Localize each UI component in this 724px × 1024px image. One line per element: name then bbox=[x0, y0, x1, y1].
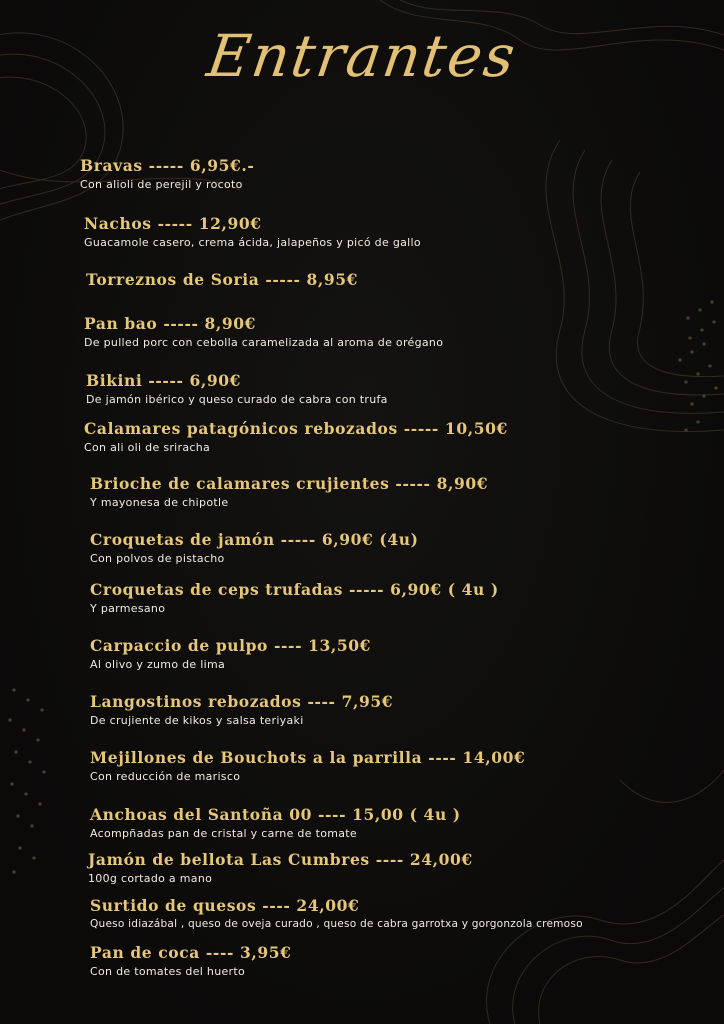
menu-item-anchoas bbox=[90, 805, 724, 840]
item-desc: 100g cortado a mano bbox=[88, 872, 213, 885]
item-name: Langostinos rebozados ---- 7,95€ bbox=[90, 692, 394, 711]
menu-item-torreznos bbox=[86, 270, 724, 289]
menu-item-calamares bbox=[84, 419, 724, 454]
item-name: Croquetas de ceps trufadas ----- 6,90€ ( 4u ) bbox=[90, 580, 499, 599]
item-desc: Con alioli de perejil y rocoto bbox=[80, 178, 243, 191]
menu-item-mejillones bbox=[90, 748, 724, 783]
item-name: Mejillones de Bouchots a la parrilla ---- 14,00€ bbox=[90, 748, 526, 767]
item-desc: De jamón ibérico y queso curado de cabra con trufa bbox=[86, 393, 388, 406]
item-desc: De pulled porc con cebolla caramelizada al aroma de orégano bbox=[84, 336, 444, 349]
item-desc: Con de tomates del huerto bbox=[90, 965, 246, 978]
item-name: Torreznos de Soria ----- 8,95€ bbox=[86, 270, 359, 289]
menu-item-bikini bbox=[86, 371, 724, 406]
item-desc: Al olivo y zumo de lima bbox=[90, 658, 226, 671]
item-desc: Queso idiazábal , queso de oveja curado , queso de cabra garrotxa y gorgonzola cremoso bbox=[90, 918, 583, 930]
item-name: Nachos ----- 12,90€ bbox=[84, 214, 262, 233]
menu-item-quesos bbox=[90, 896, 724, 930]
item-name: Bikini ----- 6,90€ bbox=[86, 371, 242, 390]
item-name: Jamón de bellota Las Cumbres ---- 24,00€ bbox=[88, 850, 473, 869]
menu-item-pan-bao bbox=[84, 314, 724, 349]
menu-item-brioche bbox=[90, 474, 724, 509]
menu-item-pan-coca bbox=[90, 943, 724, 978]
menu-item-croquetas-ceps bbox=[90, 580, 724, 615]
page-title: Entrantes bbox=[203, 22, 521, 90]
item-desc: Guacamole casero, crema ácida, jalapeños y picó de gallo bbox=[84, 236, 421, 249]
item-name: Pan de coca ---- 3,95€ bbox=[90, 943, 292, 962]
item-name: Pan bao ----- 8,90€ bbox=[84, 314, 257, 333]
item-desc: Acompñadas pan de cristal y carne de tomate bbox=[90, 827, 357, 840]
item-name: Carpaccio de pulpo ---- 13,50€ bbox=[90, 636, 372, 655]
item-name: Surtido de quesos ---- 24,00€ bbox=[90, 896, 360, 915]
item-name: Bravas ----- 6,95€.- bbox=[80, 156, 255, 175]
item-desc: Con ali oli de sriracha bbox=[84, 441, 211, 454]
item-desc: Con reducción de marisco bbox=[90, 770, 241, 783]
menu-item-carpaccio bbox=[90, 636, 724, 671]
menu-item-jamon-bellota bbox=[88, 850, 724, 885]
item-name: Brioche de calamares crujientes ----- 8,90€ bbox=[90, 474, 489, 493]
menu-item-nachos bbox=[84, 214, 724, 249]
menu-item-langostinos bbox=[90, 692, 724, 727]
item-desc: Y mayonesa de chipotle bbox=[90, 496, 229, 509]
item-name: Croquetas de jamón ----- 6,90€ (4u) bbox=[90, 530, 419, 549]
item-desc: De crujiente de kikos y salsa teriyaki bbox=[90, 714, 304, 727]
menu-item-croquetas-jamon bbox=[90, 530, 724, 565]
item-desc: Con polvos de pistacho bbox=[90, 552, 225, 565]
item-name: Anchoas del Santoña 00 ---- 15,00 ( 4u ) bbox=[90, 805, 461, 824]
item-desc: Y parmesano bbox=[90, 602, 166, 615]
item-name: Calamares patagónicos rebozados ----- 10,50€ bbox=[84, 419, 508, 438]
menu-item-bravas bbox=[80, 156, 724, 191]
